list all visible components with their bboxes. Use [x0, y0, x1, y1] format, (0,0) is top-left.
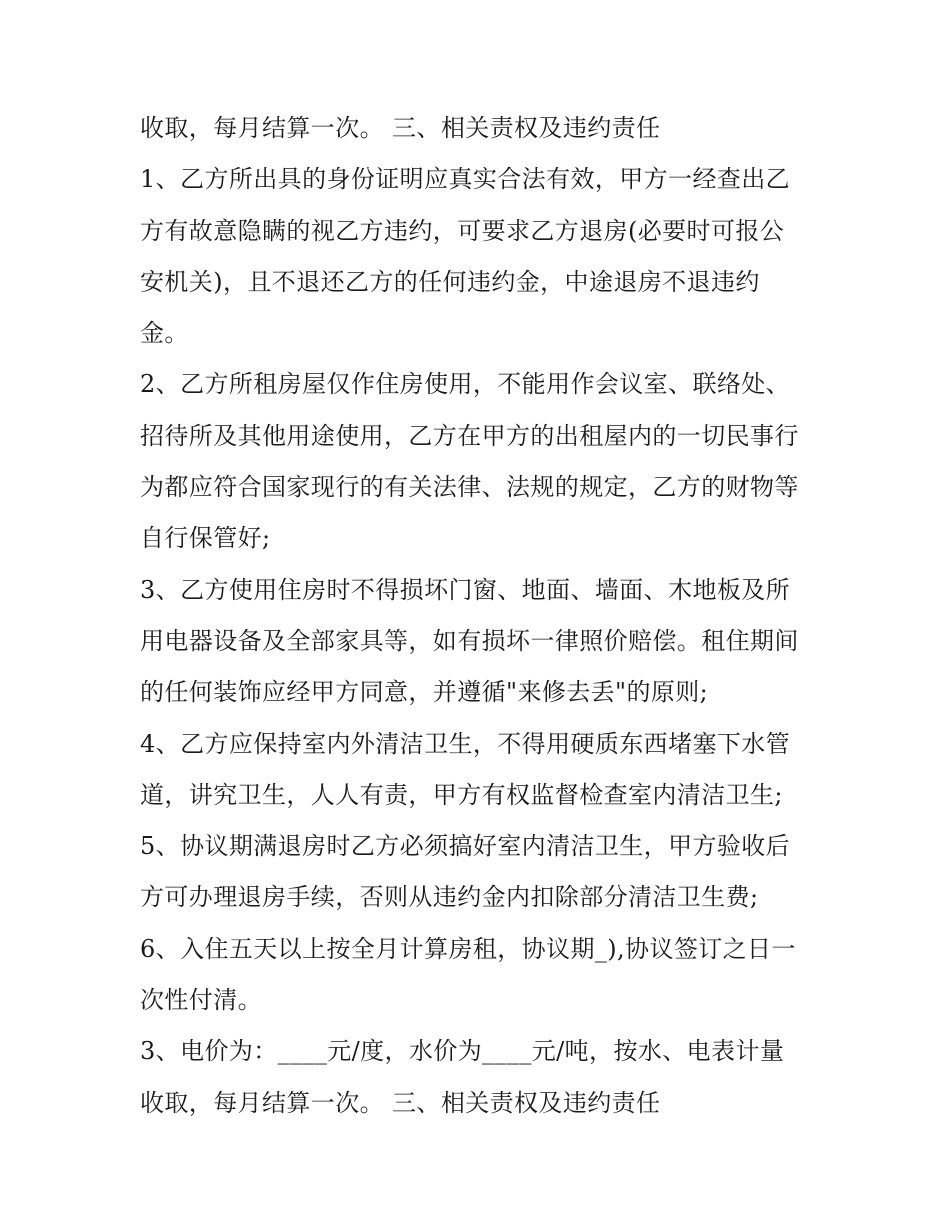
text-line: 4、乙方应保持室内外清洁卫生，不得用硬质东西堵塞下水管 [140, 729, 791, 758]
text-line: 招待所及其他用途使用，乙方在甲方的出租屋内的一切民事行 [140, 421, 799, 450]
text-line: 收取，每月结算一次。 三、相关责权及违约责任 [140, 1088, 661, 1117]
text-line: 次性付清。 [140, 986, 262, 1015]
document-body [140, 103, 820, 1129]
text-line: 道，讲究卫生，人人有责，甲方有权监督检查室内清洁卫生; [140, 780, 783, 809]
text-line: 方有故意隐瞒的视乙方违约，可要求乙方退房(必要时可报公 [140, 216, 785, 245]
text-line: 2、乙方所租房屋仅作住房使用，不能用作会议室、联络处、 [140, 370, 791, 399]
text-line: 方可办理退房手续，否则从违约金内扣除部分清洁卫生费; [140, 883, 759, 912]
text-line: 金。 [140, 319, 189, 348]
text-line: 为都应符合国家现行的有关法律、法规的规定，乙方的财物等 [140, 473, 799, 502]
text-line: 3、乙方使用住房时不得损坏门窗、地面、墙面、木地板及所 [140, 575, 791, 604]
text-line: 自行保管好; [140, 524, 271, 553]
text-line: 收取，每月结算一次。 三、相关责权及违约责任 [140, 114, 661, 142]
text-line: 的任何装饰应经甲方同意，并遵循"来修去丢"的原则; [140, 678, 709, 707]
text-line: 用电器设备及全部家具等，如有损坏一律照价赔偿。租住期间 [140, 626, 799, 655]
text-line: 3、电价为：____元/度，水价为____元/吨，按水、电表计量 [140, 1037, 785, 1066]
text-line: 安机关)，且不退还乙方的任何违约金，中途退房不退违约 [140, 267, 760, 296]
text-line: 1、乙方所出具的身份证明应真实合法有效，甲方一经查出乙 [140, 165, 791, 194]
text-line: 6、入住五天以上按全月计算房租，协议期_),协议签订之日一 [140, 934, 796, 963]
text-line: 5、协议期满退房时乙方必须搞好室内清洁卫生，甲方验收后 [140, 832, 791, 861]
